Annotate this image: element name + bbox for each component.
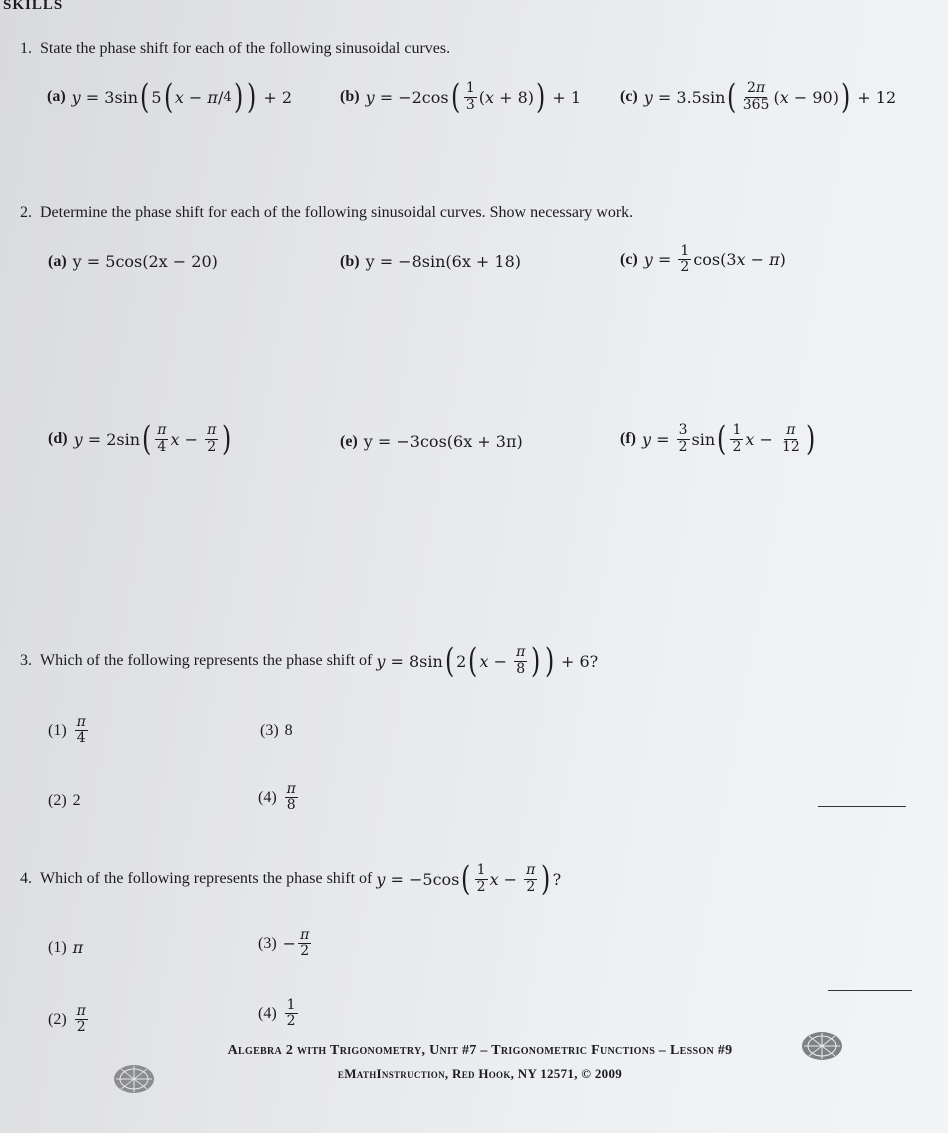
q4-choice-1-label: (1): [48, 938, 67, 956]
q2-part-c: [620, 244, 786, 276]
q4-choice-4-value: $\frac{1}{2}$: [286, 997, 296, 1030]
emath-logo-icon-right: [800, 1030, 844, 1062]
q3-choice-4-label: (4): [258, 788, 277, 806]
q2-part-a-equation: y = 5cos(2x − 20): [72, 252, 218, 271]
q3-choice-1[interactable]: [48, 715, 90, 747]
question-2: [20, 204, 633, 222]
q3-choice-2-label: (2): [48, 792, 67, 809]
q2-part-b-label: (b): [340, 252, 360, 270]
q1-part-c-label: (c): [620, 88, 638, 105]
question-4-equation: y = −5cos ( $\frac{1}{2}$ x − $\frac{\pi}{2}$ ) ?: [376, 859, 562, 899]
question-1-number: 1.: [20, 40, 32, 57]
q3-choice-2-value: 2: [72, 792, 81, 809]
question-4: [20, 859, 562, 899]
q3-choice-2[interactable]: [48, 792, 81, 810]
q2-part-d-equation: y = 2sin ( $\frac{\pi}{4}$ x − $\frac{\pi}{2}$ ): [73, 419, 232, 459]
q1-part-b: [340, 77, 582, 117]
q1-part-c: [620, 77, 897, 117]
q4-choice-1-value: π: [72, 938, 84, 957]
q2-part-f-label: (f): [620, 430, 636, 447]
q3-choice-4-value: $\frac{\pi}{8}$: [286, 781, 296, 814]
page-title: SKILLS: [3, 0, 64, 13]
q1-part-b-equation: y = −2cos ( $\frac{1}{3}$ ( x + 8) ) + 1: [365, 77, 582, 117]
q4-choice-3-label: (3): [258, 934, 277, 952]
q2-part-d-label: (d): [48, 430, 68, 447]
q4-answer-line[interactable]: [828, 990, 912, 991]
q4-choice-1[interactable]: [48, 938, 83, 957]
question-3-number: 3.: [20, 652, 32, 669]
q1-part-a-equation: y = 3sin ( 5 ( x − π / 4 ) ) + 2: [71, 77, 293, 117]
question-2-prompt: Determine the phase shift for each of the following sinusoidal curves. Show necessary work.: [40, 204, 634, 221]
question-3: [20, 641, 599, 681]
q3-choice-4[interactable]: [258, 782, 300, 814]
q3-choice-1-value: $\frac{\pi}{4}$: [76, 714, 86, 747]
q3-answer-line[interactable]: [818, 806, 906, 807]
q4-choice-3-value: − $\frac{\pi}{2}$: [282, 927, 310, 960]
q3-choice-3-label: (3): [260, 722, 279, 739]
q3-choice-3[interactable]: [260, 722, 293, 740]
q4-choice-2-value: $\frac{\pi}{2}$: [76, 1003, 86, 1036]
q2-part-f-equation: y = $\frac{3}{2}$ sin ( $\frac{1}{2}$ x − $\frac{\pi}{12}$ ): [641, 419, 816, 459]
q3-choice-3-value: 8: [284, 722, 293, 739]
q1-part-a: [47, 77, 293, 117]
q2-part-e: [340, 432, 523, 451]
question-3-prompt: Which of the following represents the phase shift of: [40, 652, 373, 669]
q2-part-b: [340, 252, 521, 271]
q4-choice-4[interactable]: [258, 998, 300, 1030]
q2-part-e-equation: y = −3cos(6x + 3π): [363, 432, 523, 451]
question-3-equation: y = 8sin ( 2 ( x − $\frac{\pi}{8}$ ) ) + 6?: [376, 641, 599, 681]
question-2-number: 2.: [20, 204, 32, 221]
emath-logo-icon-left: [112, 1063, 156, 1095]
q4-choice-4-label: (4): [258, 1004, 277, 1022]
question-4-number: 4.: [20, 870, 32, 887]
q3-choice-1-label: (1): [48, 721, 67, 739]
question-1-prompt: State the phase shift for each of the following sinusoidal curves.: [40, 40, 451, 57]
q4-choice-2-label: (2): [48, 1010, 67, 1028]
footer-course-line: Algebra 2 with Trigonometry, Unit #7 – Trigonometric Functions – Lesson #9: [227, 1043, 733, 1058]
q4-choice-3[interactable]: [258, 928, 313, 960]
q1-part-b-label: (b): [340, 88, 360, 105]
q2-part-a: [48, 252, 218, 271]
q2-part-d: [48, 419, 234, 459]
q1-part-c-equation: y = 3.5sin ( $\frac{2\pi}{365}$ ( x − 90) ) + 12: [643, 77, 897, 117]
q2-part-f: [620, 419, 817, 459]
q1-part-a-label: (a): [47, 88, 66, 105]
question-4-prompt: Which of the following represents the phase shift of: [40, 870, 373, 887]
q2-part-c-label: (c): [620, 250, 638, 268]
footer-publisher-line: eMathInstruction, Red Hook, NY 12571, © 2009: [337, 1066, 623, 1081]
q2-part-b-equation: y = −8sin(6x + 18): [365, 252, 522, 271]
q2-part-c-equation: y = $\frac{1}{2}$ cos(3 x − π ): [643, 243, 786, 276]
question-1: [20, 40, 450, 58]
q2-part-a-label: (a): [48, 252, 67, 270]
q2-part-e-label: (e): [340, 432, 358, 450]
q4-choice-2[interactable]: [48, 1004, 90, 1036]
